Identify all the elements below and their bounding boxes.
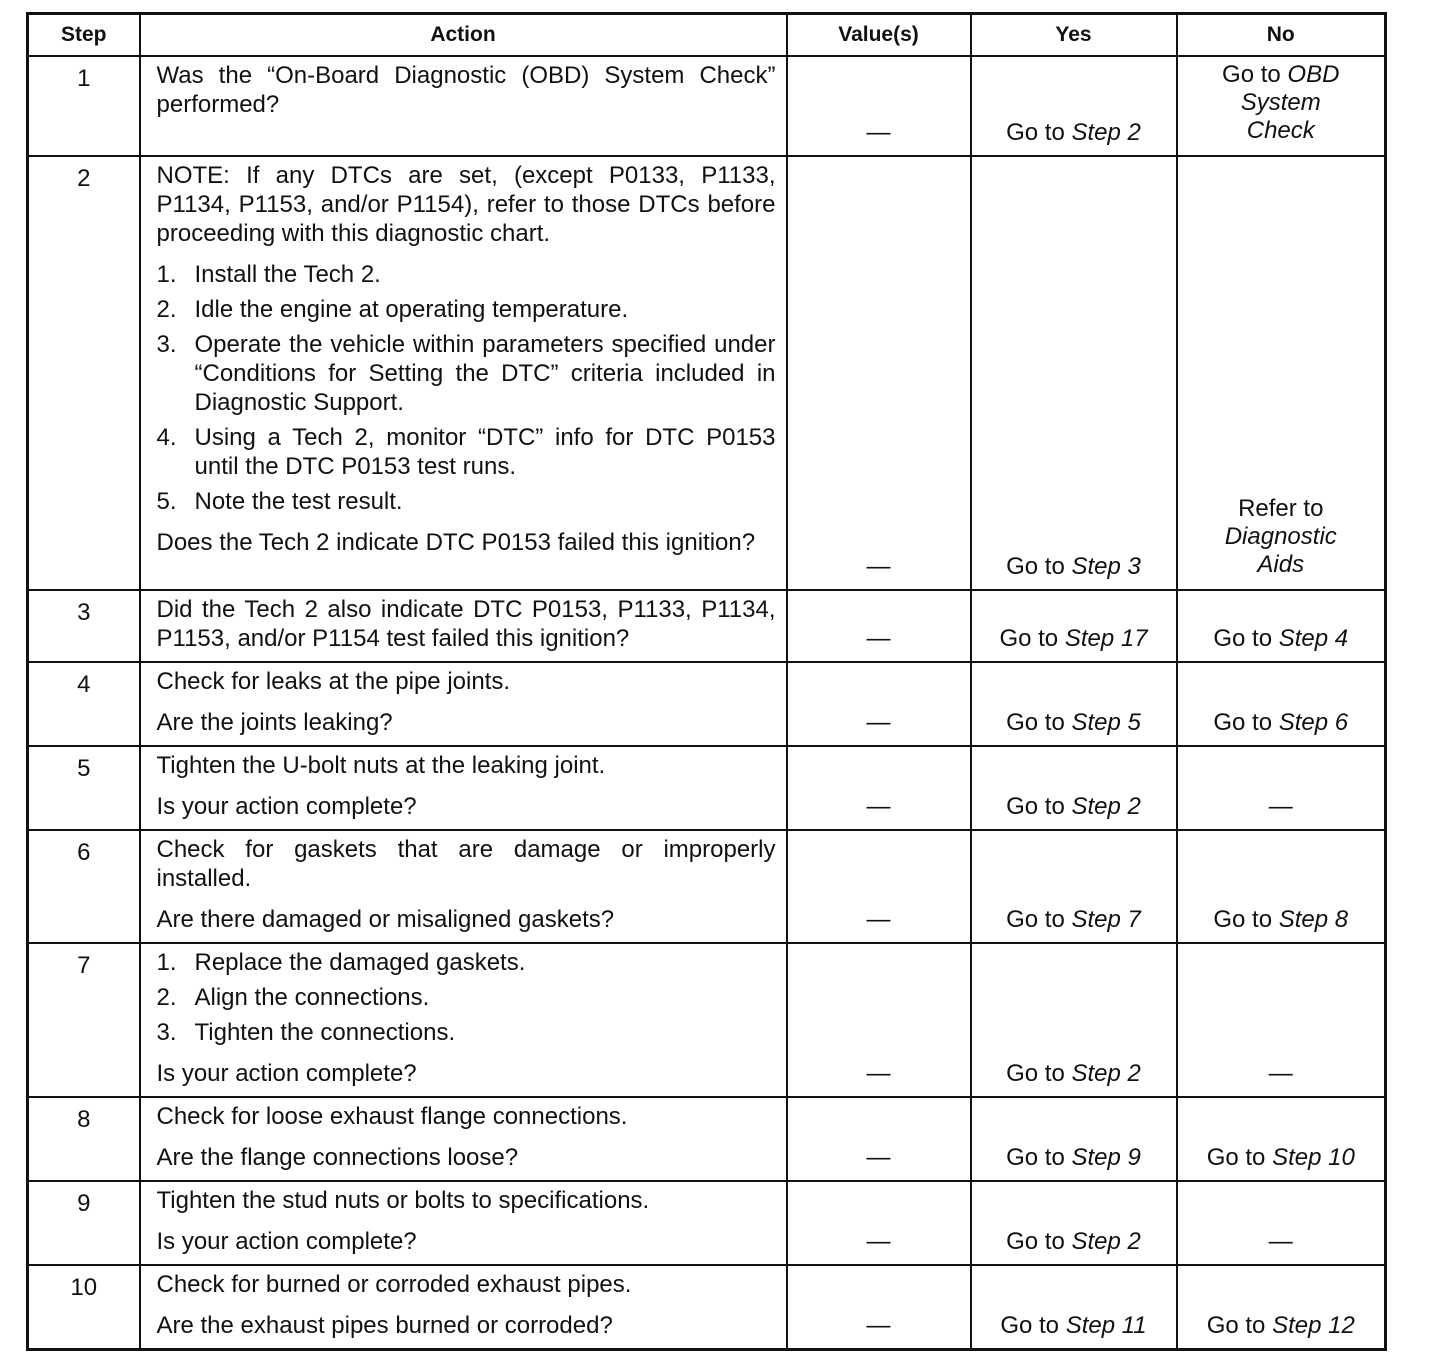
- no-cell: [1177, 662, 1386, 746]
- step-number: 1: [28, 56, 140, 156]
- yes-cell: [971, 156, 1177, 590]
- no-step-link: Step 6: [1278, 709, 1349, 736]
- list-item: [157, 983, 776, 1012]
- table-row: [28, 662, 1386, 746]
- step-number: 3: [28, 590, 140, 662]
- step-number: 8: [28, 1097, 140, 1181]
- no-cell: [1177, 830, 1386, 943]
- item-text: Idle the engine at operating temperature.: [194, 296, 629, 323]
- item-text: Using a Tech 2, monitor “DTC” info for DTC P0153 until the DTC P0153 test runs.: [194, 424, 776, 480]
- value-cell: —: [787, 1265, 971, 1350]
- item-number: 3.: [156, 1019, 177, 1046]
- question-text: Is your action complete?: [156, 1228, 417, 1255]
- item-text: Note the test result.: [194, 488, 403, 515]
- header-values: Value(s): [787, 14, 971, 57]
- step-number: 9: [28, 1181, 140, 1265]
- yes-cell: [971, 746, 1177, 830]
- header-no: No: [1177, 14, 1386, 57]
- action-cell: [140, 1097, 787, 1181]
- no-cell: [1177, 1265, 1386, 1350]
- no-prefix: Go to: [1213, 625, 1273, 652]
- no-line-1-italic: OBD: [1287, 61, 1340, 88]
- table-row: [28, 590, 1386, 662]
- yes-step-link: Step 2: [1071, 1060, 1141, 1087]
- no-prefix: Go to: [1213, 709, 1273, 736]
- yes-step-link: Step 5: [1071, 709, 1141, 736]
- yes-prefix: Go to: [1006, 709, 1065, 736]
- question-text: Does the Tech 2 indicate DTC P0153 failed this ignition?: [156, 529, 756, 556]
- yes-prefix: Go to: [999, 625, 1059, 652]
- value-cell: —: [787, 56, 971, 156]
- no-line-2: Diagnostic: [1224, 523, 1337, 550]
- action-text: Did the Tech 2 also indicate DTC P0153, P1133, P1134, P1153, and/or P1154 test failed this ignition?: [156, 596, 776, 652]
- item-text: Install the Tech 2.: [194, 261, 381, 288]
- yes-step-link: Step 7: [1071, 906, 1141, 933]
- no-step-link: Step 8: [1278, 906, 1349, 933]
- question-text: Are there damaged or misaligned gaskets?: [156, 906, 615, 933]
- yes-step-link: Step 3: [1071, 553, 1141, 580]
- item-number: 2.: [156, 984, 177, 1011]
- value-cell: —: [787, 746, 971, 830]
- yes-prefix: Go to: [1006, 1144, 1065, 1171]
- step-number: 5: [28, 746, 140, 830]
- item-text: Operate the vehicle within parameters specified under “Conditions for Setting the DTC” criteria included in Diagnostic Support.: [194, 331, 776, 416]
- action-cell: [140, 1181, 787, 1265]
- no-step-link: Step 12: [1272, 1312, 1355, 1339]
- no-line-1: Refer to: [1238, 495, 1324, 522]
- no-cell: [1177, 156, 1386, 590]
- yes-step-link: Step 11: [1065, 1312, 1147, 1339]
- yes-cell: [971, 1097, 1177, 1181]
- value-cell: —: [787, 1097, 971, 1181]
- question-text: Are the exhaust pipes burned or corroded?: [156, 1312, 613, 1339]
- action-cell: [140, 56, 787, 156]
- list-item: [157, 948, 776, 977]
- question-text: Are the joints leaking?: [156, 709, 393, 736]
- item-number: 1.: [156, 949, 177, 976]
- item-number: 3.: [156, 331, 177, 358]
- table-row: [28, 156, 1386, 590]
- value-cell: —: [787, 943, 971, 1097]
- action-steps: [157, 948, 776, 1047]
- no-step-link: Step 4: [1278, 625, 1349, 652]
- action-text: Tighten the U-bolt nuts at the leaking joint.: [156, 752, 606, 779]
- value-cell: —: [787, 590, 971, 662]
- yes-prefix: Go to: [1006, 553, 1065, 580]
- action-text: Was the “On-Board Diagnostic (OBD) System Check” performed?: [156, 62, 776, 118]
- value-cell: —: [787, 830, 971, 943]
- yes-cell: [971, 1265, 1177, 1350]
- action-text: Tighten the stud nuts or bolts to specifications.: [156, 1187, 650, 1214]
- no-line-3: Aids: [1257, 551, 1305, 578]
- table-row: [28, 1265, 1386, 1350]
- question-text: Is your action complete?: [156, 793, 417, 820]
- no-cell: [1177, 56, 1386, 156]
- yes-cell: [971, 943, 1177, 1097]
- value-cell: —: [787, 1181, 971, 1265]
- no-prefix: Go to: [1213, 906, 1273, 933]
- yes-step-link: Step 17: [1064, 625, 1148, 652]
- yes-prefix: Go to: [1006, 906, 1065, 933]
- no-line-1: Go to: [1222, 61, 1281, 88]
- yes-prefix: Go to: [1006, 1228, 1065, 1255]
- yes-cell: [971, 56, 1177, 156]
- item-text: Replace the damaged gaskets.: [194, 949, 526, 976]
- question-text: Are the flange connections loose?: [156, 1144, 519, 1171]
- no-cell: —: [1177, 746, 1386, 830]
- table-row: [28, 830, 1386, 943]
- yes-cell: [971, 662, 1177, 746]
- note-text: NOTE: If any DTCs are set, (except P0133, P1133, P1134, P1153, and/or P1154), refer to those DTCs before proceeding with this diagnostic chart.: [156, 162, 776, 247]
- item-number: 1.: [156, 261, 177, 288]
- yes-step-link: Step 2: [1071, 119, 1141, 146]
- yes-prefix: Go to: [1006, 1060, 1065, 1087]
- no-prefix: Go to: [1206, 1144, 1266, 1171]
- list-item: [157, 1018, 776, 1047]
- table-row: [28, 746, 1386, 830]
- yes-cell: [971, 590, 1177, 662]
- list-item: [157, 295, 776, 324]
- yes-prefix: Go to: [1006, 119, 1065, 146]
- list-item: [157, 330, 776, 417]
- yes-prefix: Go to: [1006, 793, 1065, 820]
- value-cell: —: [787, 662, 971, 746]
- action-cell: [140, 662, 787, 746]
- step-number: 2: [28, 156, 140, 590]
- step-number: 6: [28, 830, 140, 943]
- action-text: Check for gaskets that are damage or improperly installed.: [156, 836, 776, 892]
- no-line-3: Check: [1246, 117, 1315, 144]
- yes-step-link: Step 2: [1071, 1228, 1141, 1255]
- list-item: [157, 260, 776, 289]
- no-cell: —: [1177, 943, 1386, 1097]
- diagnostic-table: [26, 12, 1387, 1351]
- no-cell: [1177, 590, 1386, 662]
- table-row: [28, 1097, 1386, 1181]
- no-line-2: System: [1240, 89, 1321, 116]
- question-text: Is your action complete?: [156, 1060, 417, 1087]
- table-row: [28, 943, 1386, 1097]
- table-row: [28, 1181, 1386, 1265]
- header-yes: Yes: [971, 14, 1177, 57]
- item-number: 2.: [156, 296, 177, 323]
- no-prefix: Go to: [1206, 1312, 1266, 1339]
- no-cell: —: [1177, 1181, 1386, 1265]
- action-text: Check for loose exhaust flange connections.: [156, 1103, 628, 1130]
- header-row: [28, 14, 1386, 57]
- header-step: Step: [28, 14, 140, 57]
- item-number: 5.: [156, 488, 177, 515]
- header-action: Action: [140, 14, 787, 57]
- no-cell: [1177, 1097, 1386, 1181]
- list-item: [157, 423, 776, 481]
- step-number: 10: [28, 1265, 140, 1350]
- step-number: 4: [28, 662, 140, 746]
- item-text: Tighten the connections.: [194, 1019, 456, 1046]
- action-cell: [140, 1265, 787, 1350]
- action-cell: [140, 156, 787, 590]
- yes-prefix: Go to: [1000, 1312, 1060, 1339]
- action-text: Check for burned or corroded exhaust pipes.: [156, 1271, 632, 1298]
- action-cell: [140, 590, 787, 662]
- item-text: Align the connections.: [194, 984, 430, 1011]
- step-number: 7: [28, 943, 140, 1097]
- action-text: Check for leaks at the pipe joints.: [156, 668, 511, 695]
- action-cell: [140, 830, 787, 943]
- list-item: [157, 487, 776, 516]
- action-cell: [140, 943, 787, 1097]
- yes-step-link: Step 9: [1071, 1144, 1141, 1171]
- action-cell: [140, 746, 787, 830]
- yes-cell: [971, 830, 1177, 943]
- value-cell: —: [787, 156, 971, 590]
- table-row: [28, 56, 1386, 156]
- item-number: 4.: [156, 424, 177, 451]
- yes-cell: [971, 1181, 1177, 1265]
- yes-step-link: Step 2: [1071, 793, 1141, 820]
- no-step-link: Step 10: [1272, 1144, 1355, 1171]
- action-steps: [157, 260, 776, 516]
